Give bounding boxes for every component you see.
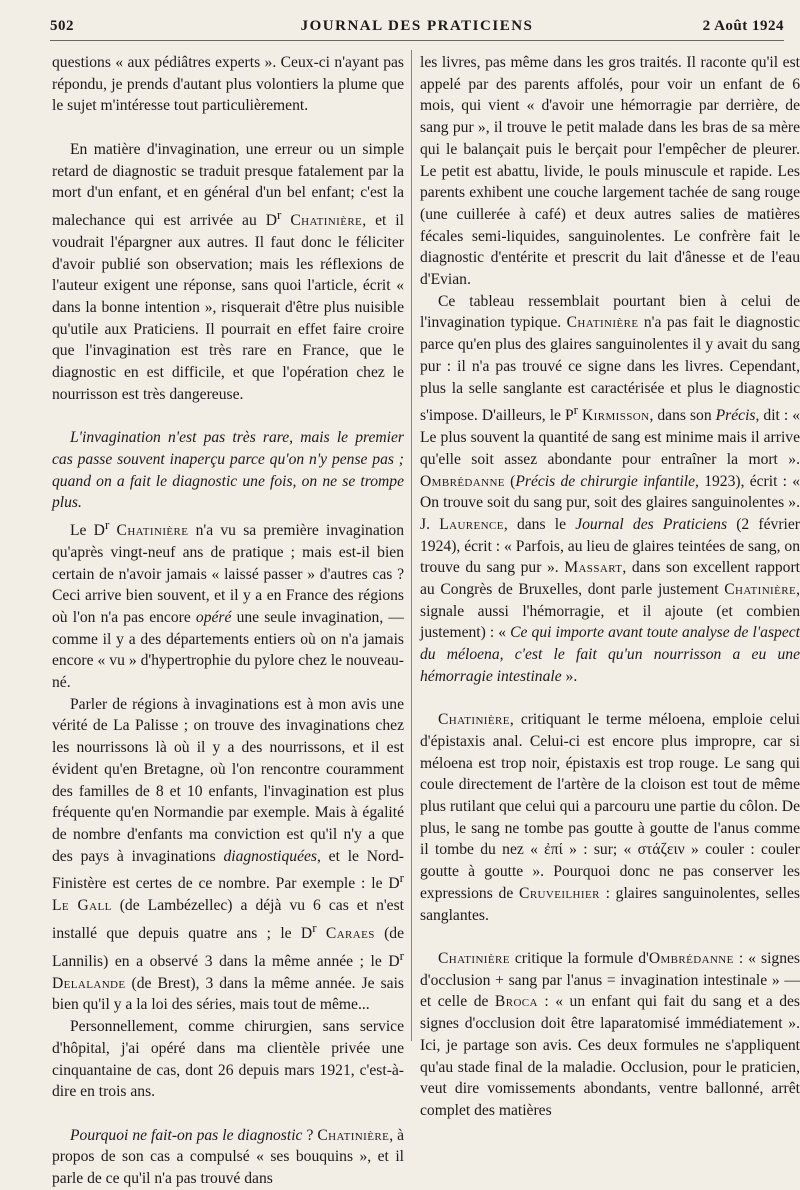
paragraph-text: critique la formule d' — [509, 949, 649, 967]
emphasis: opéré — [195, 608, 232, 626]
paragraph-text: questions « aux pédiâtres experts ». Ceux-ci n'ayant pas répondu, je prends d'autant plus volontiers la plume que le sujet m'intéresse tout particulièrement. — [52, 54, 404, 115]
superscript: r — [399, 947, 404, 963]
paragraph-text: Ce tableau ressemblait pourtant bien à celui de l'invagination typique. — [420, 292, 800, 332]
paragraph — [52, 427, 404, 514]
paragraph-text: (2 février 1924), écrit : « Parfois, au lieu de glaires teintées de sang, on trouve du sang pur ». — [420, 515, 800, 577]
paragraph-text: Le D — [70, 522, 105, 540]
paragraph-text: : « signes d'occlusion + sang par l'anus = invagination intestinale » — et celle de — [420, 949, 800, 1011]
paragraph-text: , dans le — [503, 515, 576, 533]
author-name: Massart — [564, 559, 623, 577]
issue-date: 2 Août 1924 — [702, 18, 784, 34]
paragraph-text: (de Brest), 3 dans la même année. Je sais bien qu'il y a la loi des séries, mais tout de même... — [52, 974, 404, 1014]
paragraph — [420, 709, 800, 926]
superscript: r — [399, 870, 404, 886]
journal-title: JOURNAL DES PRATICIENS — [300, 18, 534, 34]
author-name: Chatinière — [290, 212, 363, 230]
author-name: Chatinière — [438, 711, 510, 729]
author-name: Caraes — [325, 925, 375, 943]
author-name: Kirmisson — [582, 407, 650, 425]
author-name: Chatinière — [116, 522, 189, 540]
paragraph-text: , et il voudrait l'épargner aux autres. Il faut donc le féliciter d'avoir publié son observation; mais les réflexions de l'auteur exigent une réponse, sans quoi l'article, écrit « dans la bonne intention », risquerait d'être plus nuisible qu'utile aux Praticiens. Il pourrait en effet faire croire que l'invagination est très rare en France, que le diagnostic en est difficile, et que l'opération chez le nourrisson est très dangereuse. — [52, 212, 404, 403]
author-name: Laurence — [439, 515, 504, 533]
paragraph — [52, 694, 404, 1016]
paragraph — [420, 291, 800, 688]
paragraph-text: ( — [504, 472, 516, 490]
paragraph — [52, 1016, 404, 1103]
paragraph — [420, 948, 800, 1122]
paragraph-text: ? — [302, 1126, 318, 1144]
paragraph-text: Parler de régions à invaginations est à mon avis une vérité de La Palisse ; on trouve des invaginations chez les nourrissons là où il y a des nourrissons, et il est évident qu'en Bretagne, où l'on rencontre couramment des familles de 8 et 10 enfants, l'invagination est plus fréquente qu'en Normandie par exemple. Mais à égalité de nombre d'enfants ma conviction est qu'il n'y a que des pays à invaginations — [52, 695, 404, 865]
italic-heading: Pourquoi ne fait-on pas le diagnostic — [70, 1126, 303, 1144]
superscript: r — [312, 919, 317, 935]
author-name: Chatinière — [438, 949, 510, 967]
paragraph-text: : « un enfant qui fait du sang et a des signes d'occlusion doit être laparatomisé immédiatement ». Ici, je partage son avis. Ces deux formules ne s'appliquent qu'au stade final de la maladie. Occlusion, pour le praticien, veut dire vomissements abondants, ventre ballonné, arrêt complet des matières — [420, 993, 800, 1119]
paragraph — [420, 52, 800, 291]
paragraph-text: 1923), écrit : « On trouve soit du sang pur, soit des glaires sanguinolentes ». J. — [420, 472, 800, 533]
paragraph-text: les livres, pas même dans les gros traités. Il raconte qu'il est appelé par des parents affolés, pour voir un enfant de 6 mois, qui vient « d'avoir une hémorragie par derrière, de sang pur », il trouve le petit malade dans les bras de sa mère qui le balançait puis le berçait pour l'empêcher de pleurer. Le petit est abattu, livide, le pouls minuscule et rapide. Les parents exhibent une couche largement tachée de sang rouge (une cuillerée à café) et deux autres salies de matières fécales semi-liquides, sanguinolentes. Le confrère fait le diagnostic d'entérite et prescrit du lait d'ânesse et de l'eau d'Evian. — [420, 54, 800, 289]
paragraph — [52, 1125, 404, 1190]
paragraph — [52, 52, 404, 117]
paragraph — [52, 139, 404, 406]
author-name: Chatinière — [317, 1126, 390, 1144]
author-name: Cruveilhier — [519, 884, 600, 902]
paragraph-text: Personnellement, comme chirurgien, sans service d'hôpital, j'ai opéré dans ma clientèle privée une cinquantaine de cas, dont 26 depuis mars 1921, c'est-à-dire en trois ans. — [52, 1018, 404, 1101]
column-divider — [411, 50, 412, 1041]
paragraph-text: , et le Nord-Finistère est certes de ce nombre. Par exemple : le D — [52, 847, 404, 893]
author-name: Broca — [494, 993, 538, 1011]
emphasis: Précis de chirurgie infantile, — [515, 472, 699, 490]
superscript: r — [277, 206, 282, 222]
page-number: 502 — [50, 18, 74, 34]
author-name: Delalande — [52, 974, 126, 992]
author-name: Chatinière — [566, 314, 639, 332]
paragraph — [52, 514, 404, 694]
paragraph-text: (de Lambézellec) a déjà vu 6 cas et n'est installé que depuis quatre ans ; le D — [52, 897, 404, 943]
paragraph-text: dit : « Le plus souvent la quantité de sang est minime mais il arrive qu'elle soit assez abondante pour entraîner la mort ». — [420, 407, 800, 468]
author-name: Chatinière — [724, 581, 797, 599]
running-header — [50, 14, 784, 41]
emphasis: Ce qui importe avant toute analyse de l'aspect du méloena, c'est le fait qu'un nourrisson a eu une hémorragie intestinale — [420, 624, 800, 685]
paragraph-text: une seule invagination, — comme il y a des départements entiers où on n'a jamais encore « vu » d'hypertrophie du pylore chez le nouveau-né. — [52, 608, 404, 692]
superscript: r — [573, 402, 578, 418]
author-name: Le Gall — [52, 897, 112, 915]
paragraph-text: , signale aussi l'hémorragie, et il ajoute (et combien justement) : « — [420, 581, 800, 642]
paragraph-text: n'a pas fait le diagnostic parce qu'en plus des glaires sanguinolentes il y avait du sang pur : il n'a pas trouvé ce signe dans les livres. Cependant, plus la selle sanglante est caractérisée et plus le diagnostic s'impose. D'ailleurs, le P — [420, 314, 800, 425]
paragraph-text: , dans son excellent rapport au Congrès de Bruxelles, dont parle justement — [420, 559, 800, 599]
paragraph-text: : glaires sanguinolentes, selles sanglantes. — [420, 884, 800, 924]
paragraph-text: , dans son — [649, 407, 716, 425]
paragraph-text: En matière d'invagination, une erreur ou un simple retard de diagnostic se traduit presque fatalement par la mort d'un enfant, et en général d'un bel enfant; c'est la malechance qui est arrivée au D — [52, 140, 404, 230]
paragraph-text: , à propos de son cas a compulsé « ses bouquins », et il parle de ce qu'il n'a pas trouvé dans — [52, 1126, 405, 1188]
author-name: Ombrédanne — [420, 472, 505, 490]
italic-heading: L'invagination n'est pas très rare, mais le premier cas passe souvent inaperçu parce qu'on n'y pense pas ; quand on a fait le diagnostic une fois, on ne se trompe plus. — [52, 429, 404, 512]
paragraph-text: (de Lannilis) en a observé 3 dans la même année ; le D — [52, 925, 405, 971]
right-column — [420, 52, 800, 1119]
paragraph-text: , critiquant le terme méloena, emploie celui d'épistaxis anal. Celui-ci est encore plus impropre, car si méloena est trop noir, épistaxis est trop rouge. Le sang qui coule directement de l'artère de la cloison est tout de même plus rutilant que celui qui a parcouru une partie du côlon. De plus, le sang ne tombe pas goutte à goutte de l'anus comme il tombe du nez « ἐπί » : sur; « στάζειν » couler : couler goutte à goutte ». Pourquoi donc ne pas conserver les expressions de — [420, 711, 800, 902]
paragraph-text: n'a vu sa première invagination qu'après vingt-neuf ans de pratique ; mais est-il bien certain de n'avoir jamais « laissé passer » d'autres cas ? Ceci arrive bien souvent, et il y a en France des régions où l'on n'a pas encore — [52, 522, 405, 626]
author-name: Ombrédanne — [648, 949, 734, 967]
left-column — [52, 52, 405, 1188]
paragraph-text: ». — [561, 667, 578, 685]
emphasis: Précis, — [715, 407, 760, 425]
superscript: r — [104, 516, 110, 532]
emphasis: diagnostiquées — [223, 847, 317, 865]
emphasis: Journal des Praticiens — [575, 515, 728, 533]
